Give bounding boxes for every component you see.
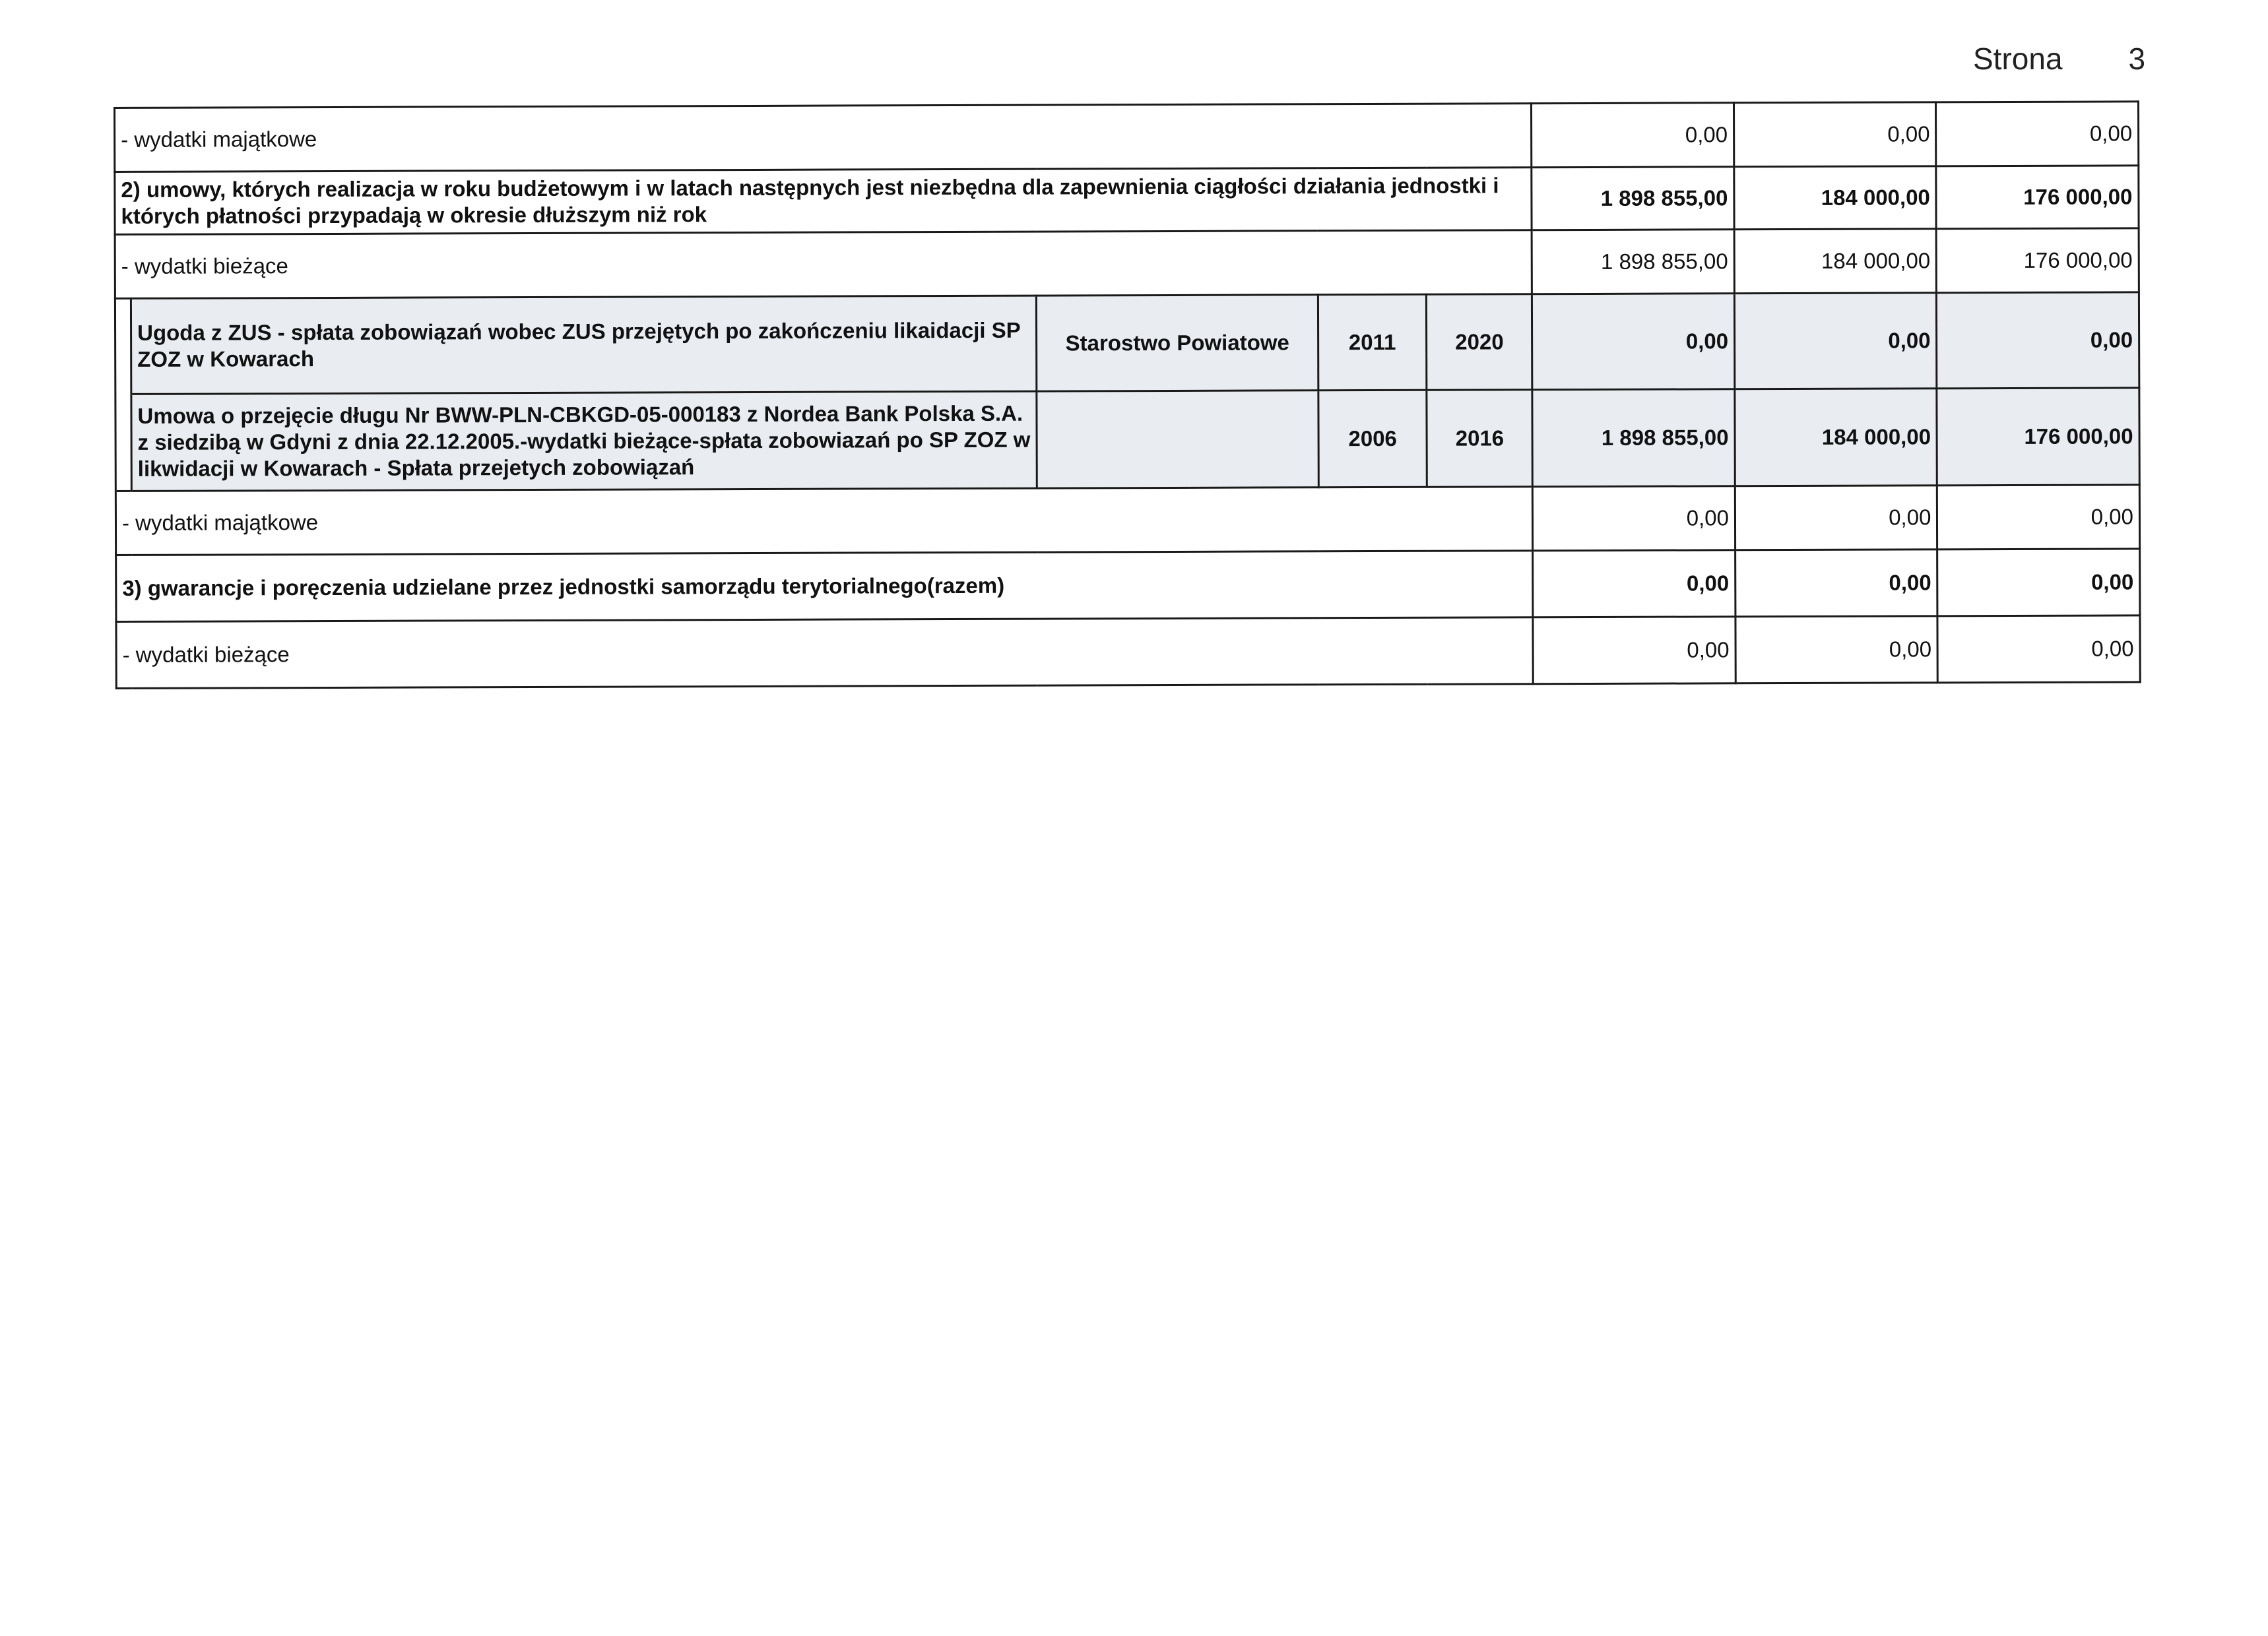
table-row bbox=[116, 615, 2140, 689]
table-row bbox=[115, 388, 2139, 491]
value-cell: 0,00 bbox=[1532, 103, 1734, 168]
value-cell: 184 000,00 bbox=[1735, 389, 1937, 486]
year-to-cell: 2020 bbox=[1427, 294, 1533, 391]
table-row bbox=[115, 292, 2139, 394]
value-cell: 0,00 bbox=[1937, 292, 2139, 389]
value-cell: 176 000,00 bbox=[1936, 166, 2139, 229]
value-cell: 1 898 855,00 bbox=[1532, 230, 1735, 294]
table-row bbox=[115, 166, 2139, 235]
contract-title: Ugoda z ZUS - spłata zobowiązań wobec ZUS przejętych po zakończeniu likaidacji SP ZOZ w Kowarach bbox=[131, 296, 1037, 394]
value-cell: 1 898 855,00 bbox=[1532, 167, 1734, 230]
indent-cell bbox=[115, 298, 131, 394]
row-label: 3) gwarancje i poręczenia udzielane przez jednostki samorządu terytorialnego(razem) bbox=[116, 551, 1534, 622]
value-cell: 0,00 bbox=[1937, 615, 2140, 683]
year-to-cell: 2016 bbox=[1427, 390, 1533, 488]
value-cell: 184 000,00 bbox=[1734, 166, 1937, 230]
page-number: 3 bbox=[2128, 42, 2146, 76]
value-cell: 176 000,00 bbox=[1937, 228, 2139, 293]
value-cell: 0,00 bbox=[1532, 294, 1735, 390]
value-cell: 0,00 bbox=[1533, 617, 1735, 684]
value-cell: 176 000,00 bbox=[1937, 388, 2139, 486]
value-cell: 0,00 bbox=[1733, 102, 1936, 167]
year-from-cell: 2011 bbox=[1318, 294, 1427, 391]
value-cell: 0,00 bbox=[1735, 616, 1938, 683]
table-row bbox=[115, 228, 2139, 299]
entity-cell bbox=[1037, 391, 1318, 488]
row-label: - wydatki majątkowe bbox=[115, 104, 1532, 172]
value-cell: 0,00 bbox=[1937, 549, 2140, 616]
value-cell: 1 898 855,00 bbox=[1532, 389, 1735, 487]
year-from-cell: 2006 bbox=[1318, 390, 1427, 488]
indent-cell bbox=[115, 394, 131, 491]
value-cell: 0,00 bbox=[1533, 550, 1735, 617]
entity-cell: Starostwo Powiatowe bbox=[1037, 295, 1318, 391]
page-number-header bbox=[1973, 41, 2145, 77]
value-cell: 0,00 bbox=[1533, 486, 1735, 551]
value-cell: 184 000,00 bbox=[1734, 229, 1937, 294]
table-row bbox=[116, 549, 2140, 622]
value-cell: 0,00 bbox=[1936, 102, 2139, 166]
expenditure-table bbox=[113, 100, 2141, 689]
value-cell: 0,00 bbox=[1735, 486, 1937, 550]
row-label: - wydatki majątkowe bbox=[115, 487, 1533, 555]
value-cell: 0,00 bbox=[1734, 293, 1937, 389]
value-cell: 0,00 bbox=[1735, 550, 1938, 617]
row-label: - wydatki bieżące bbox=[116, 617, 1534, 689]
page-label: Strona bbox=[1973, 42, 2063, 76]
table-row bbox=[115, 485, 2139, 555]
value-cell: 0,00 bbox=[1937, 485, 2140, 550]
table-row bbox=[115, 102, 2139, 172]
row-label: 2) umowy, których realizacja w roku budżetowym i w latach następnych jest niezbędna dla zapewnienia ciągłości działania jednostki i których płatności przypadają w okresie dłuższym niż rok bbox=[115, 168, 1532, 235]
contract-title: Umowa o przejęcie długu Nr BWW-PLN-CBKGD-05-000183 z Nordea Bank Polska S.A. z siedzibą w Gdyni z dnia 22.12.2005.-wydatki bieżące-spłata zobowiazań po SP ZOZ w likwidacji w Kowarach - Spłata przejetych zobowiązań bbox=[131, 391, 1037, 491]
row-label: - wydatki bieżące bbox=[115, 230, 1532, 299]
